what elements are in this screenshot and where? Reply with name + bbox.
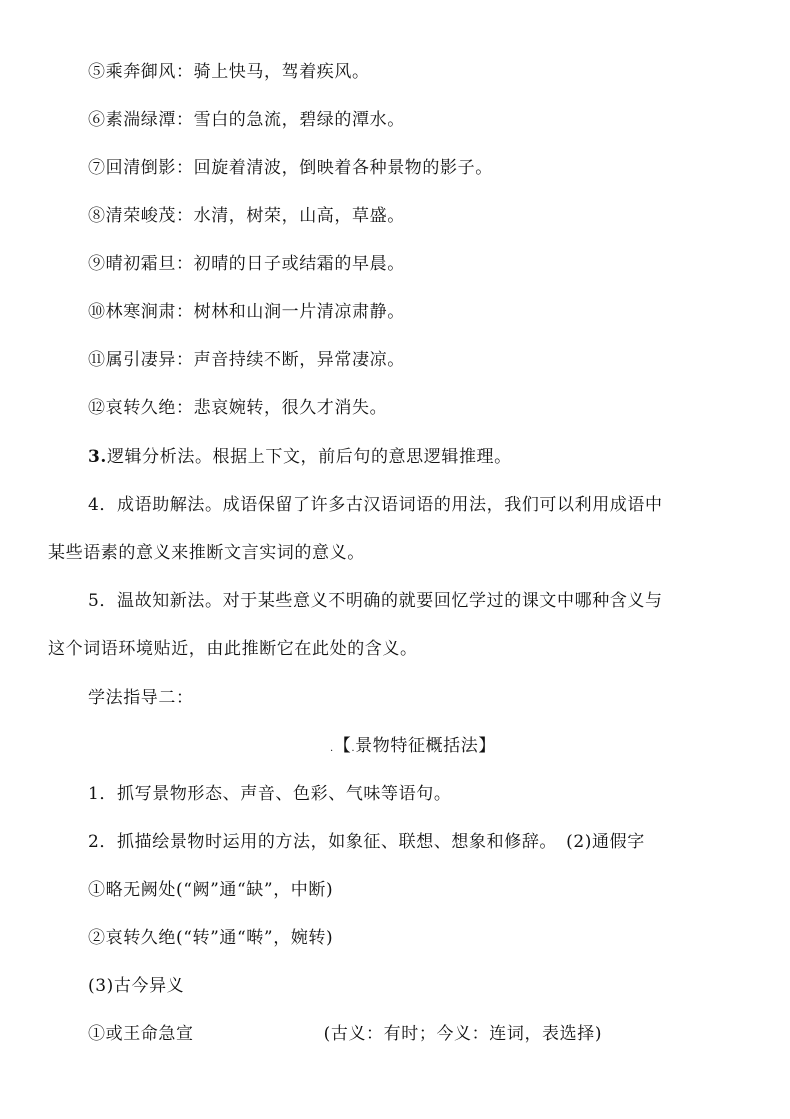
vocab-line-12: ⑫哀转久绝：悲哀婉转，很久才消失。: [88, 398, 388, 418]
gujin-yiyi-heading: (3)古今异义: [88, 976, 185, 996]
method-3-paragraph: [88, 446, 512, 468]
vocab-line-6: ⑥素湍绿潭：雪白的急流，碧绿的潭水。: [88, 110, 405, 130]
vocab-line-7: ⑦回清倒影：回旋着清波，倒映着各种景物的影子。: [88, 158, 493, 178]
method-5-line-2: 这个词语环境贴近，由此推断它在此处的含义。: [48, 639, 418, 659]
vocab-line-11: ⑪属引凄异：声音持续不断，异常凄凉。: [88, 350, 405, 370]
section-title: [330, 735, 496, 760]
title-dot-prefix: .: [330, 743, 334, 754]
tongjia-item-1: ①略无阙处(“阙”通“缺”，中断): [88, 880, 334, 900]
vocab-line-5: ⑤乘奔御风：骑上快马，驾着疾风。: [88, 62, 370, 82]
gujin-yiyi-explanation: (古义：有时；今义：连词，表选择): [323, 1024, 603, 1044]
title-text: 景物特征概括法】: [355, 736, 496, 756]
title-bracket-open: 【: [333, 736, 352, 756]
vocab-line-10: ⑩林寒涧肃：树林和山涧一片清凉肃静。: [88, 302, 405, 322]
feature-method-1: 1．抓写景物形态、声音、色彩、气味等语句。: [88, 784, 452, 804]
method-4-line-2: 某些语素的意义来推断文言实词的意义。: [48, 543, 365, 563]
vocab-line-8: ⑧清荣峻茂：水清，树荣，山高，草盛。: [88, 206, 405, 226]
gujin-yiyi-phrase: ①或王命急宣: [88, 1024, 194, 1044]
method-4-line-1: 4．成语助解法。成语保留了许多古汉语词语的用法，我们可以利用成语中: [88, 495, 663, 515]
method-5-line-1: 5．温故知新法。对于某些意义不明确的就要回忆学过的课文中哪种含义与: [88, 591, 663, 611]
tongjia-item-2: ②哀转久绝(“转”通“啭”，婉转): [88, 928, 334, 948]
title-dot-mid: .: [351, 743, 356, 754]
gujin-yiyi-item-1: [88, 1023, 602, 1045]
feature-method-2: 2．抓描绘景物时运用的方法，如象征、联想、想象和修辞。 (2)通假字: [88, 832, 645, 852]
vocab-line-9: ⑨晴初霜旦：初晴的日子或结霜的早晨。: [88, 254, 405, 274]
method-3-text: 逻辑分析法。根据上下文，前后句的意思逻辑推理。: [106, 447, 512, 467]
guide-two-heading: 学法指导二：: [88, 688, 194, 708]
method-3-number: 3.: [88, 447, 107, 467]
